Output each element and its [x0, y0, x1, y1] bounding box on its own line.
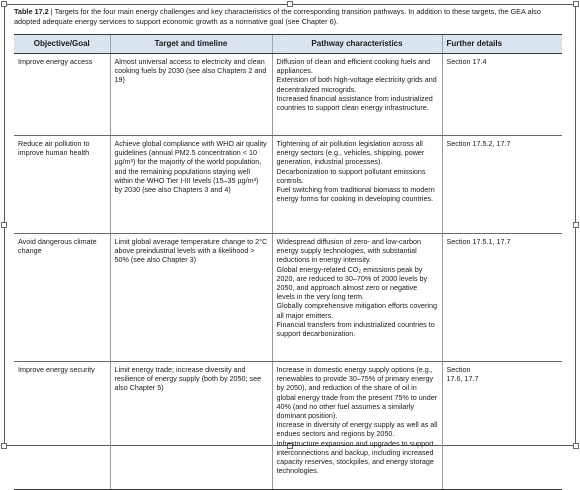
caption-text: | Targets for the four main energy challenges and key characteristics of the corresponding transition pathways. In addition to these targets, the GEA also adopted adequate energy services to support economic growth as a normative goal (see Chapter 6).: [14, 7, 541, 26]
pathway-line: Widespread diffusion of zero- and low-carbon energy supply technologies, with substantial reductions in energy intensity.: [276, 237, 421, 265]
pathway-line: Extension of both high-voltage electricity grids and decentralized microgrids.: [276, 75, 437, 94]
table-row: [14, 54, 562, 136]
pathway-line: Financial transfers from industrialized countries to support decarbonization.: [276, 319, 435, 339]
header-target: Target and timeline: [110, 35, 272, 54]
header-pathway: Pathway characteristics: [272, 35, 442, 54]
pathway-line: Globally comprehensive mitigation efforts covering all major emitters.: [276, 301, 437, 320]
pathway-line: Fuel switching from traditional biomass to modern energy forms for cooking in developing countries.: [276, 185, 435, 204]
pathway-cell: [272, 136, 442, 234]
pathway-line: Diffusion of clean and efficient cooking fuels and appliances.: [276, 57, 431, 76]
goal-cell: Improve energy access: [14, 54, 110, 136]
target-cell: Almost universal access to electricity and clean cooking fuels by 2030 (see also Chapters 2 and 19): [110, 54, 272, 136]
pathway-cell: [272, 234, 442, 362]
table-caption: [14, 7, 564, 26]
details-cell: Section 17.5.1, 17.7: [442, 234, 562, 362]
caption-label: Table 17.2: [14, 7, 49, 16]
details-cell: Section 17.4: [442, 54, 562, 136]
pathway-line: Increased financial assistance from industrialized countries to support clean energy infrastructure.: [276, 93, 433, 113]
table-row: [14, 362, 562, 490]
header-details: Further details: [442, 35, 562, 54]
pathway-line: Increase in domestic energy supply options (e.g., renewables to provide 30–75% of primary energy by 2050), and reduction of the share of oil in global energy trade from the present 75% to under 40% (and no other fuel assumes a similarly dominant position).: [276, 365, 438, 421]
pathway-line: Decarbonization to support pollutant emissions controls.: [276, 166, 426, 185]
resize-handle-bottom-right[interactable]: [573, 443, 579, 449]
pathway-line: Global energy-related CO₂ emissions peak by 2020, are reduced to 30–70% of 2000 levels by 2050, and approach almost zero or negative levels in the very long term.: [276, 264, 428, 302]
pathway-line: Tightening of air pollution legislation across all energy sectors (e.g., vehicles, shipping, power generation, industrial processes).: [276, 139, 425, 167]
target-cell: Limit global average temperature change to 2°C above preindustrial levels with a likelihood > 50% (see also Chapter 3): [110, 234, 272, 362]
pathway-line: Increase in diversity of energy supply as well as all endues sectors and regions by 2050.: [276, 420, 438, 439]
table-header-row: [14, 35, 562, 54]
table-row: [14, 234, 562, 362]
table-row: [14, 136, 562, 234]
target-cell: Limit energy trade; increase diversity and resilience of energy supply (both by 2050; see also Chapter 5): [110, 362, 272, 490]
pathway-cell: [272, 54, 442, 136]
details-cell: Section 17.5.2, 17.7: [442, 136, 562, 234]
targets-table: [14, 34, 562, 490]
resize-handle-mid-right[interactable]: [573, 222, 579, 228]
resize-handle-top-right[interactable]: [573, 1, 579, 7]
resize-handle-top-left[interactable]: [1, 1, 7, 7]
goal-cell: Reduce air pollution to improve human health: [14, 136, 110, 234]
goal-cell: Improve energy security: [14, 362, 110, 490]
details-cell: Section 17.6, 17.7: [442, 362, 562, 490]
target-cell: Achieve global compliance with WHO air quality guidelines (annual PM2.5 concentration < 10 µg/m³) for the majority of the world population, and the remaining populations staying well within the WHO Tier I-III levels (15–35 µg/m³) by 2030 (see also Chapters 3 and 4): [110, 136, 272, 234]
header-objective: Objective/Goal: [14, 35, 110, 54]
resize-handle-mid-left[interactable]: [1, 222, 7, 228]
pathway-cell: [272, 362, 442, 490]
resize-handle-bottom-left[interactable]: [1, 443, 7, 449]
pathway-line: Infrastructure expansion and upgrades to support interconnections and backup, including increased capacity reserves, stockpiles, and energy storage technologies.: [276, 438, 434, 476]
goal-cell: Avoid dangerous climate change: [14, 234, 110, 362]
